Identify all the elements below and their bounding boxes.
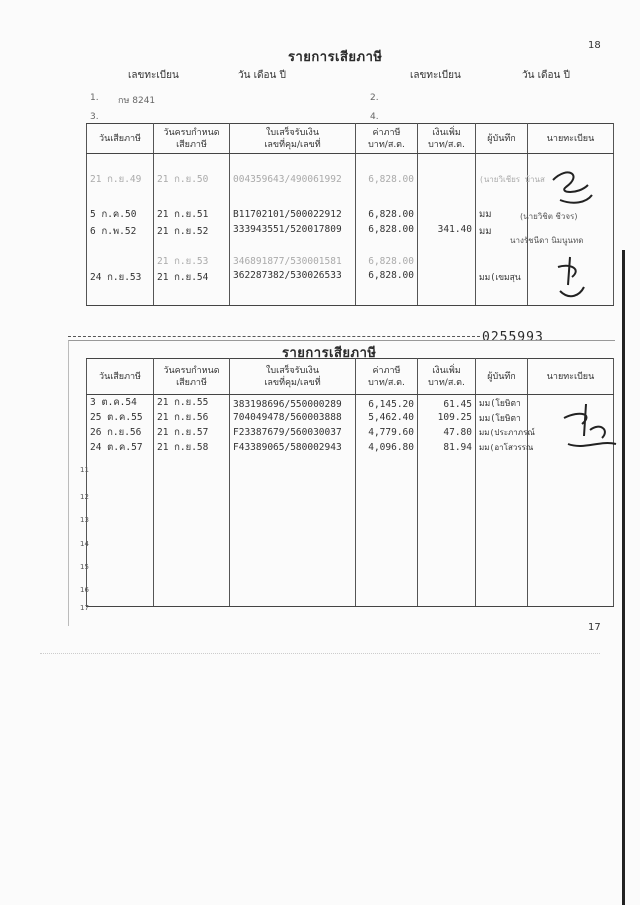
header-reg-1: เลขทะเบียน xyxy=(128,70,179,81)
col-receipt: ใบเสร็จรับเงิน เลขที่คุม/เลขที่ xyxy=(230,124,356,154)
bottom-card-title: รายการเสียภาษี xyxy=(282,346,377,361)
bottom-table-header xyxy=(87,359,614,395)
line-number: 16 xyxy=(80,586,89,594)
table-row: 21 ก.ย.53 346891877/530001581 6,828.00 xyxy=(87,254,614,270)
header-date-1: วัน เดือน ปี xyxy=(238,70,286,81)
entry-2-num: 2. xyxy=(370,93,379,103)
table-row: 3 ต.ค.54 21 ก.ย.55 383198696/550000289 6,145.20 61.45 มม(โยษิตา xyxy=(87,395,614,411)
table-row: 24 ต.ค.57 21 ก.ย.58 F43389065/580002943 4,096.80 81.94 มม(อาโสวรรณ xyxy=(87,440,614,455)
col-surcharge: เงินเพิ่ม บาท/ส.ต. xyxy=(418,124,476,154)
line-number: 15 xyxy=(80,563,89,571)
col-tax: ค่าภาษี บาท/ส.ต. xyxy=(356,124,418,154)
page-number-bottom: 17 xyxy=(588,622,601,633)
signature-image xyxy=(550,255,590,309)
col-registrar: นายทะเบียน xyxy=(528,359,614,395)
bottom-tax-table xyxy=(86,358,614,607)
scan-edge xyxy=(622,250,625,905)
table-row: 25 ต.ค.55 21 ก.ย.56 704049478/560003888 5,462.40 109.25 มม(โยษิตา xyxy=(87,410,614,425)
serial-number: 0255993 xyxy=(482,330,544,345)
line-number: 14 xyxy=(80,540,89,548)
entry-1-value: กษ 8241 xyxy=(118,96,156,106)
table-row: 24 ก.ย.53 21 ก.ย.54 362287382/530026533 6,828.00 มม(เขมสุน xyxy=(87,270,614,306)
entry-1-num: 1. xyxy=(90,93,99,103)
entry-3-num: 3. xyxy=(90,112,99,122)
col-registrar: นายทะเบียน xyxy=(528,124,614,154)
top-table-header xyxy=(87,124,614,154)
line-number: 13 xyxy=(80,516,89,524)
entry-4-num: 4. xyxy=(370,112,379,122)
table-row: 5 ก.ค.50 21 ก.ย.51 B11702101/500022912 6,828.00 มม xyxy=(87,206,614,224)
col-recorder: ผู้บันทึก xyxy=(476,124,528,154)
table-row: 21 ก.ย.49 21 ก.ย.50 004359643/490061992 6,828.00 (นายวิเชียร บ้านส xyxy=(87,154,614,206)
col-paid-date: วันเสียภาษี xyxy=(87,359,154,395)
dashed-divider xyxy=(68,336,480,337)
line-number: 11 xyxy=(80,466,89,474)
scan-divider xyxy=(40,653,600,654)
signature-image xyxy=(560,400,620,464)
line-number: 12 xyxy=(80,493,89,501)
col-due-date: วันครบกำหนด เสียภาษี xyxy=(154,359,230,395)
line-number: 17 xyxy=(80,604,89,612)
col-recorder: ผู้บันทึก xyxy=(476,359,528,395)
top-card-title: รายการเสียภาษี xyxy=(288,50,383,65)
col-tax: ค่าภาษี บาท/ส.ต. xyxy=(356,359,418,395)
table-row xyxy=(87,455,614,606)
col-paid-date: วันเสียภาษี xyxy=(87,124,154,154)
header-reg-2: เลขทะเบียน xyxy=(410,70,461,81)
col-surcharge: เงินเพิ่ม บาท/ส.ต. xyxy=(418,359,476,395)
page-number-top: 18 xyxy=(588,40,601,51)
col-due-date: วันครบกำหนด เสียภาษี xyxy=(154,124,230,154)
table-row: 26 ก.ย.56 21 ก.ย.57 F23387679/560030037 4,779.60 47.80 มม(ประภาภรณ์ xyxy=(87,425,614,440)
table-row: 6 ก.พ.52 21 ก.ย.52 333943551/520017809 6,828.00 341.40 มม xyxy=(87,224,614,254)
header-date-2: วัน เดือน ปี xyxy=(522,70,570,81)
registrar-note-1: (นายวิชิต ชีวจร) xyxy=(520,212,578,221)
col-receipt: ใบเสร็จรับเงิน เลขที่คุม/เลขที่ xyxy=(230,359,356,395)
registrar-note-2: นางรัชนีดา นิมนูนทด xyxy=(510,236,584,245)
signature-image xyxy=(548,165,598,219)
